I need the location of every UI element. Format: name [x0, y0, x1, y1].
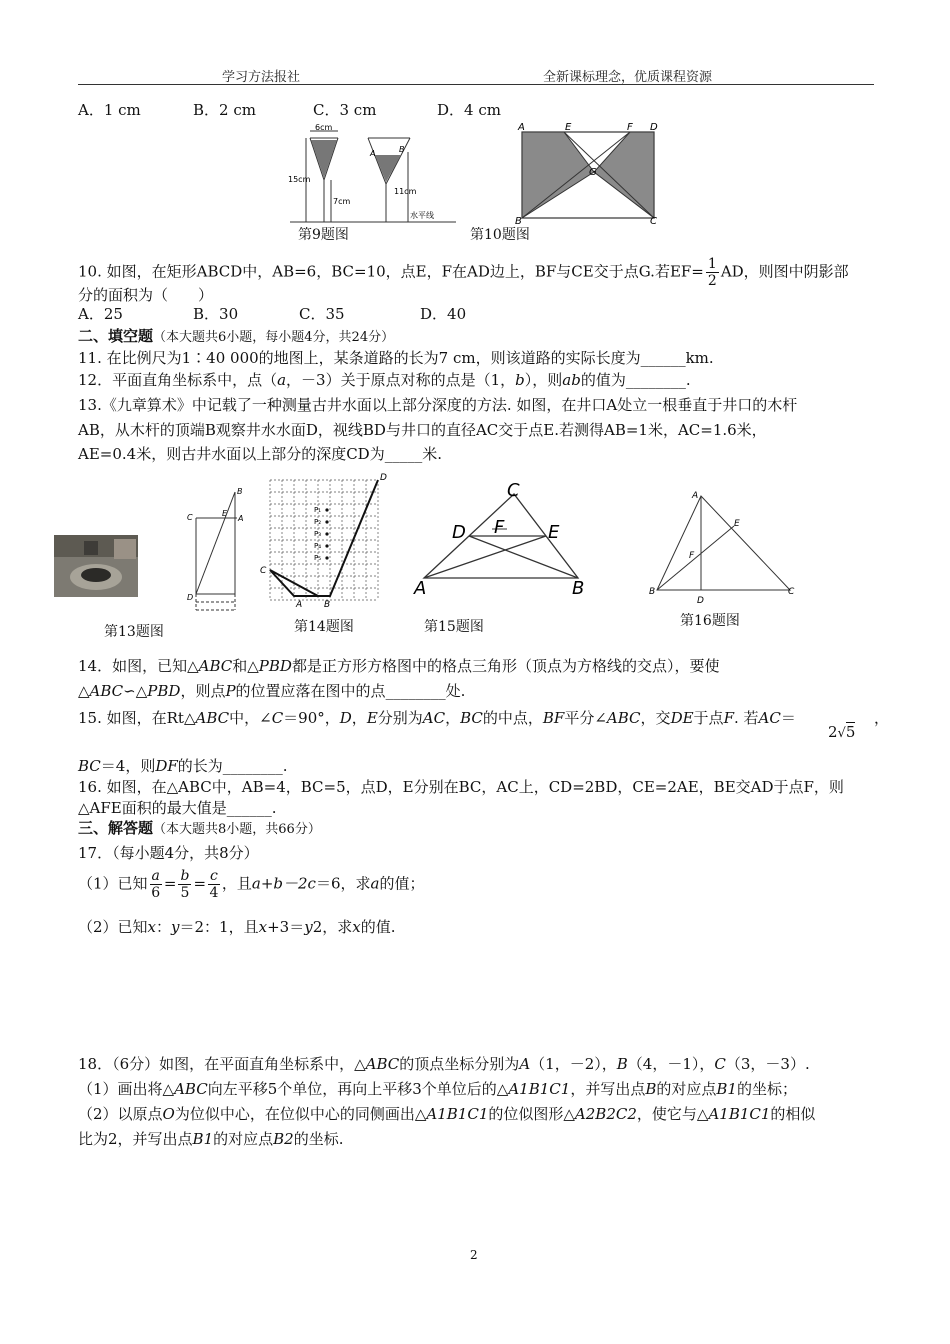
figure-9	[288, 122, 458, 226]
question-15-line1: 15. 如图，在Rt△ABC中，∠C＝90°，D，E分别为AC，BC的中点，BF平分∠ABC，交DE于点F. 若AC＝	[78, 709, 796, 727]
fig15-caption: 第15题图	[424, 619, 484, 635]
fig9-label-7cm: 7cm	[333, 197, 351, 206]
question-14-line2: △ABC∽△PBD，则点P的位置应落在图中的点________处.	[78, 682, 466, 700]
fig16-label-f: F	[689, 551, 695, 561]
question-13-line2: AB，从木杆的顶端B观察井水水面D，视线BD与井口的直径AC交于点E.若测得AB=1米，AC=1.6米，	[78, 421, 767, 439]
question-13-line3: AE=0.4米，则古井水面以上部分的深度CD为_____米.	[78, 445, 442, 463]
fig15-label-d: D	[452, 522, 466, 543]
fig14-label-a: A	[296, 600, 303, 610]
fig9-label-b: B	[399, 145, 405, 154]
q10-option-d: D．40	[420, 305, 467, 323]
section-2-title: 二、填空题（本大题共6小题，每小题4分，共24分）	[78, 327, 395, 345]
fig14-label-b: B	[324, 600, 331, 610]
question-18-line4: 比为2，并写出点B1的对应点B2的坐标.	[78, 1130, 344, 1148]
question-12: 12．平面直角坐标系中，点（a，－3）关于原点对称的点是（1，b），则ab的值为________.	[78, 371, 691, 389]
fig14-label-p1: P₁	[314, 506, 322, 514]
q9-option-a: A．1 cm	[78, 101, 141, 119]
fig10-label-a: A	[518, 122, 525, 133]
fig15-label-e: E	[548, 522, 560, 543]
question-17-part1: （1）已知 $\frac{a}{6}$ = $\frac{b}{5}$ = $\frac{c}{4}$ ，且a+b－2c＝6，求a的值；	[78, 868, 425, 901]
fig9-label-15cm: 15cm	[288, 175, 311, 184]
fig13-well-photo	[54, 535, 138, 597]
q9-option-c: C．3 cm	[313, 101, 377, 119]
figure-15	[410, 478, 595, 603]
q10-line2: 分的面积为（ ）	[78, 286, 214, 304]
q10-fraction: $\frac{1}{2}$	[707, 256, 717, 289]
question-16-line1: 16. 如图，在△ABC中，AB=4，BC=5，点D，E分别在BC，AC上，CD=2BD，CE=2AE，BE交AD于点F，则	[78, 778, 844, 796]
fig16-label-b: B	[649, 587, 656, 597]
page-number: 2	[470, 1248, 478, 1262]
question-15-line2: BC＝4，则DF的长为________.	[78, 757, 288, 775]
q10-line1: 10. 如图，在矩形ABCD中，AB=6，BC=10，点E，F在AD边上，BF与CE交于点G.若EF= $\frac{1}{2}$ AD，则图中阴影部	[78, 256, 849, 289]
fig10-label-b: B	[515, 216, 522, 226]
question-18-line2: （1）画出将△ABC向左平移5个单位，再向上平移3个单位后的△A1B1C1，并写出点B的对应点B1的坐标；	[78, 1080, 797, 1098]
question-13-line1: 13.《九章算术》中记载了一种测量古井水面以上部分深度的方法. 如图，在井口A处立一根垂直于井口的木杆	[78, 396, 798, 414]
q9-option-d: D．4 cm	[437, 101, 501, 119]
fig15-label-f: F	[494, 517, 505, 538]
q10-option-a: A．25	[78, 305, 123, 323]
header-left: 学习方法报社	[222, 70, 301, 85]
fig16-label-e: E	[734, 519, 740, 529]
q10-option-c: C．35	[299, 305, 345, 323]
fig9-label-6cm: 6cm	[315, 123, 333, 132]
fig10-label-f: F	[627, 122, 633, 133]
fig16-label-d: D	[697, 596, 704, 606]
fig13-label-d: D	[187, 593, 194, 602]
fig15-label-b: B	[572, 578, 585, 599]
fig14-caption: 第14题图	[294, 619, 354, 635]
fig9-label-a: A	[370, 149, 376, 158]
fig15-label-c: C	[507, 480, 520, 501]
q9-option-b: B．2 cm	[193, 101, 256, 119]
fig14-label-p3: P₃	[314, 530, 322, 538]
fig9-label-water: 水平线	[410, 211, 434, 220]
question-11: 11. 在比例尺为1∶40 000的地图上，某条道路的长为7 cm，则该道路的实际长度为______km.	[78, 349, 714, 367]
question-18-line3: （2）以原点O为位似中心，在位似中心的同侧画出△A1B1C1的位似图形△A2B2C2，使它与△A1B1C1的相似	[78, 1105, 816, 1123]
section-3-title: 三、解答题（本大题共8小题，共66分）	[78, 819, 321, 837]
figure-14	[258, 470, 400, 612]
fig10-label-g: G	[589, 167, 597, 178]
question-17-part2: （2）已知x：y＝2：1，且x+3＝y2，求x的值.	[78, 918, 396, 936]
fig16-label-c: C	[788, 587, 795, 597]
fig13-label-c: C	[187, 513, 193, 522]
question-18-line1: 18．（6分）如图，在平面直角坐标系中，△ABC的顶点坐标分别为A（1，－2），B（4，－1），C（3，－3）.	[78, 1055, 810, 1073]
fig10-caption: 第10题图	[470, 227, 530, 243]
q15-sqrt-expr: 2√5	[828, 723, 856, 741]
fig10-label-d: D	[650, 122, 658, 133]
fig9-caption: 第9题图	[298, 227, 349, 243]
fig9-label-11cm: 11cm	[394, 187, 417, 196]
fig13-label-b: B	[237, 487, 243, 496]
fig14-label-p4: P₄	[314, 542, 322, 550]
fig10-label-c: C	[650, 216, 657, 226]
fig16-label-a: A	[692, 491, 699, 501]
question-17-title: 17．（每小题4分，共8分）	[78, 844, 259, 862]
fig14-label-c: C	[260, 566, 267, 576]
figure-10	[510, 122, 665, 226]
figure-13-diagram	[185, 486, 245, 614]
fig14-label-p5: P₅	[314, 554, 322, 562]
header-rule	[78, 84, 874, 85]
fig13-label-a: A	[238, 514, 244, 523]
question-16-line2: △AFE面积的最大值是______.	[78, 799, 277, 817]
fig14-label-p2: P₂	[314, 518, 322, 526]
fig16-caption: 第16题图	[680, 613, 740, 629]
fig13-label-e: E	[222, 509, 228, 518]
question-14-line1: 14．如图，已知△ABC和△PBD都是正方形方格图中的格点三角形（顶点为方格线的交点），要使	[78, 657, 720, 675]
q10-option-b: B．30	[193, 305, 239, 323]
figure-16	[645, 488, 803, 606]
header-right: 全新课标理念，优质课程资源	[543, 70, 713, 85]
fig13-caption: 第13题图	[104, 624, 164, 640]
q15-comma: ，	[874, 709, 890, 727]
fig10-label-e: E	[565, 122, 572, 133]
fig14-label-d: D	[380, 473, 387, 483]
fig15-label-a: A	[414, 578, 427, 599]
